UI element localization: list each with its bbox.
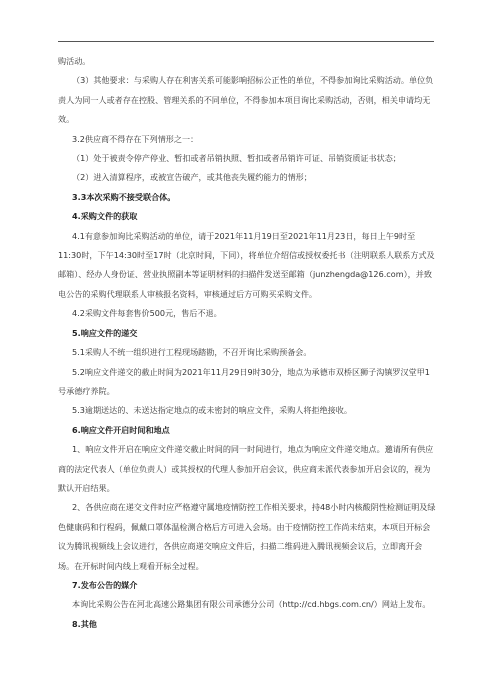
section-heading: 5.响应文件的递交 — [72, 327, 138, 338]
paragraph: 购活动。 — [58, 56, 91, 66]
paragraph: （2）进入清算程序，或被宣告破产，或其他丧失履约能力的情形； — [72, 172, 312, 183]
section-heading: 3.3本次采购不接受联合体。 — [72, 191, 176, 202]
paragraph: 本询比采购公告在河北高速公路集团有限公司承德分公司（http://cd.hbgs.com.cn/）网站上发布。 — [72, 599, 431, 610]
section-heading: 7.发布公告的媒介 — [72, 579, 138, 590]
paragraph: 2、各供应商在递交文件时应严格遵守属地疫情防控工作相关要求，持48小时内核酸阴性检测证明及绿色健康码和行程码，佩戴口罩体温检测合格后方可进入会场。由于疫情防控工作尚未结束，本项目开标会议为腾讯视频线上会议进行，各供应商递交响应文件后，扫描二维码进入腾讯视频会议后，立即离开会场。在开标时间内线上观看开标全过程。 — [58, 502, 436, 571]
document-body — [58, 52, 438, 634]
paragraph: 5.1采购人不统一组织进行工程现场踏勘，不召开询比采购预备会。 — [72, 347, 312, 358]
paragraph-other-requirements: （3）其他要求：与采购人存在利害关系可能影响招标公正性的单位，不得参加询比采购活动。单位负责人为同一人或者存在控股、管理关系的不同单位，不得参加本项目询比采购活动，否则，相关申请均无效。 — [58, 75, 434, 125]
paragraph: 3.2供应商不得存在下列情形之一： — [72, 133, 199, 144]
paragraph-document-acquisition: 4.1有意参加询比采购活动的单位，请于2021年11月19日至2021年11月23日，每日上午9时至11:30时，下午14:30时至17时（北京时间，下同），将单位介绍信或授权委托书（注明联系人联系方式及邮箱）、经办人身份证、营业执照副本等证明材料的扫描件发送至邮箱（junzhengda@126.com），并致电公告的采购代理联系人审核报名资料，审核通过后方可购买采购文件。 — [58, 230, 435, 299]
paragraph: 1、响应文件开启在响应文件递交截止时间的同一时间进行，地点为响应文件递交地点。邀请所有供应商的法定代表人（单位负责人）或其授权的代理人参加开启会议，供应商未派代表参加开启会议的，视为默认开启结果。 — [58, 444, 434, 493]
paragraph: 5.2响应文件递交的截止时间为2021年11月29日9时30分，地点为承德市双桥区狮子沟镇罗汉堂甲1号承德疗养院。 — [58, 366, 430, 396]
paragraph: 4.2采购文件每套售价500元，售后不退。 — [72, 308, 222, 319]
paragraph: 5.3逾期送达的、未送达指定地点的或未密封的响应文件，采购人将拒绝接收。 — [72, 405, 352, 416]
section-heading: 6.响应文件开启时间和地点 — [72, 424, 170, 435]
header-rule — [58, 41, 434, 42]
paragraph: （1）处于被责令停产停业、暂扣或者吊销执照、暂扣或者吊销许可证、吊销资质证书状态； — [72, 153, 401, 164]
section-heading: 8.其他 — [72, 618, 97, 629]
section-heading: 4.采购文件的获取 — [72, 211, 138, 222]
